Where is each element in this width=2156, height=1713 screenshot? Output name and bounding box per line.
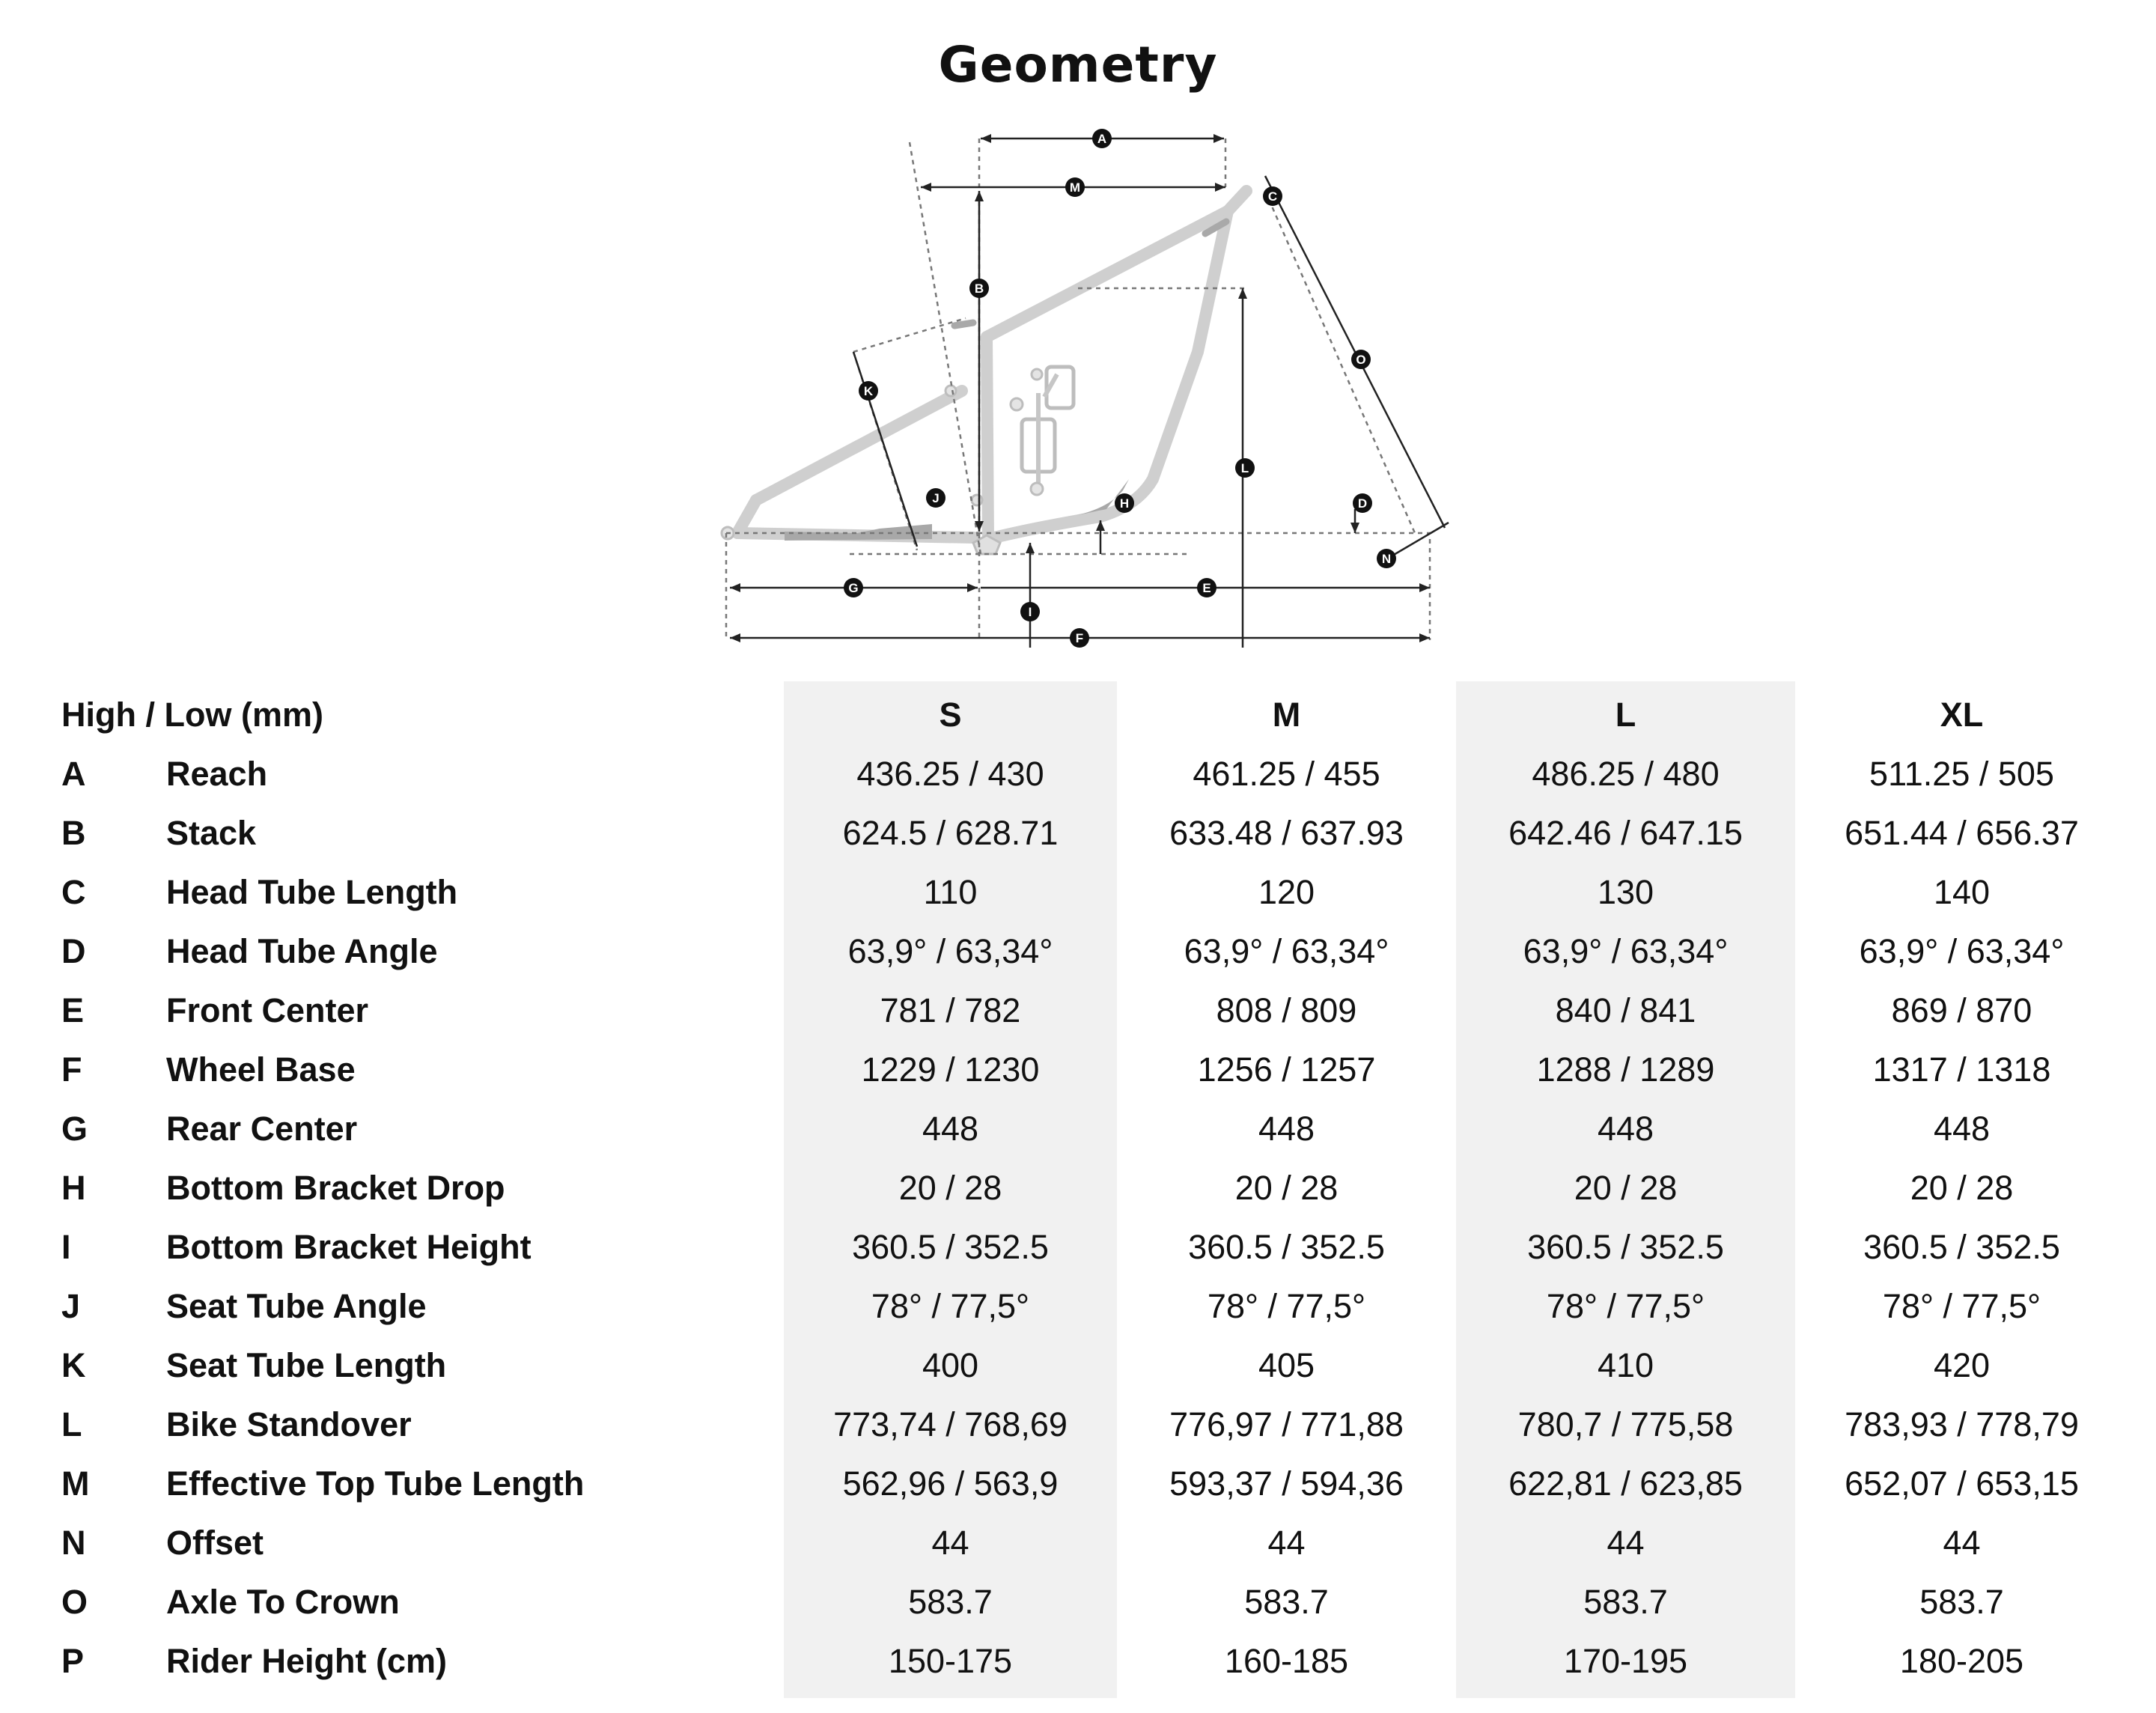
table-cell: 1256 / 1257 — [1197, 1050, 1376, 1089]
table-cell: 360.5 / 352.5 — [852, 1228, 1049, 1266]
row-key: O — [61, 1583, 88, 1621]
table-cell: 63,9° / 63,34° — [1523, 932, 1729, 970]
table-cell: 448 — [1597, 1110, 1654, 1148]
size-header-xl: XL — [1940, 696, 1984, 734]
table-cell: 170-195 — [1563, 1642, 1688, 1680]
row-label: Wheel Base — [166, 1050, 356, 1089]
row-label: Bottom Bracket Drop — [166, 1169, 505, 1207]
table-cell: 20 / 28 — [1234, 1169, 1339, 1207]
table-cell: 448 — [1258, 1110, 1315, 1148]
construction-lines — [726, 139, 1434, 640]
table-cell: 20 / 28 — [1910, 1169, 2014, 1207]
svg-text:K: K — [863, 384, 874, 398]
row-key: C — [61, 873, 86, 911]
table-cell: 773,74 / 768,69 — [833, 1405, 1068, 1443]
row-label: Head Tube Length — [166, 873, 458, 911]
svg-text:F: F — [1075, 631, 1084, 645]
bike-frame — [722, 191, 1246, 554]
table-cell: 20 / 28 — [1574, 1169, 1678, 1207]
svg-text:G: G — [848, 581, 859, 595]
svg-text:N: N — [1381, 552, 1392, 566]
row-label: Bike Standover — [166, 1405, 412, 1443]
table-cell: 633.48 / 637.93 — [1169, 814, 1404, 852]
row-label: Reach — [166, 755, 268, 793]
table-cell: 44 — [931, 1524, 969, 1562]
marker-g — [844, 578, 863, 597]
row-key: I — [61, 1228, 71, 1266]
row-key: J — [61, 1287, 81, 1325]
marker-i — [1020, 602, 1040, 621]
row-label: Rear Center — [166, 1110, 358, 1148]
row-label: Bottom Bracket Height — [166, 1228, 532, 1266]
dimension-lines — [730, 139, 1449, 648]
table-cell: 63,9° / 63,34° — [847, 932, 1053, 970]
row-key: F — [61, 1050, 82, 1089]
table-cell: 840 / 841 — [1555, 991, 1696, 1029]
table-cell: 63,9° / 63,34° — [1184, 932, 1389, 970]
row-key: G — [61, 1110, 88, 1148]
table-cell: 20 / 28 — [898, 1169, 1002, 1207]
table-cell: 160-185 — [1224, 1642, 1349, 1680]
marker-b — [969, 279, 989, 298]
size-header-s: S — [939, 696, 962, 734]
row-label: Rider Height (cm) — [166, 1642, 448, 1680]
table-cell: 624.5 / 628.71 — [842, 814, 1059, 852]
dimension-arrows — [730, 134, 1430, 642]
page-title: Geometry — [938, 36, 1218, 94]
table-cell: 405 — [1258, 1346, 1315, 1384]
table-cell: 78° / 77,5° — [1207, 1287, 1366, 1325]
size-header-l: L — [1615, 696, 1636, 734]
table-header-label: High / Low (mm) — [61, 696, 323, 734]
table-cell: 652,07 / 653,15 — [1845, 1464, 2079, 1503]
table-cell: 511.25 / 505 — [1869, 755, 2054, 793]
marker-h — [1115, 493, 1134, 513]
svg-text:I: I — [1028, 605, 1032, 619]
row-label: Axle To Crown — [166, 1583, 400, 1621]
row-label: Seat Tube Length — [166, 1346, 447, 1384]
svg-text:L: L — [1240, 461, 1249, 475]
table-cell: 583.7 — [908, 1583, 993, 1621]
dimension-markers — [844, 129, 1396, 648]
table-cell: 593,37 / 594,36 — [1169, 1464, 1404, 1503]
marker-o — [1351, 350, 1371, 369]
svg-text:D: D — [1357, 496, 1368, 511]
row-key: N — [61, 1524, 86, 1562]
table-cell: 44 — [1267, 1524, 1306, 1562]
table-cell: 410 — [1597, 1346, 1654, 1384]
table-cell: 78° / 77,5° — [1546, 1287, 1705, 1325]
marker-d — [1353, 493, 1372, 513]
marker-n — [1377, 549, 1396, 568]
table-cell: 562,96 / 563,9 — [842, 1464, 1059, 1503]
svg-text:C: C — [1267, 189, 1278, 204]
marker-m — [1065, 177, 1085, 197]
table-cell: 776,97 / 771,88 — [1169, 1405, 1404, 1443]
table-cell: 583.7 — [1583, 1583, 1668, 1621]
table-cell: 1288 / 1289 — [1536, 1050, 1715, 1089]
table-cell: 869 / 870 — [1891, 991, 2032, 1029]
svg-text:M: M — [1069, 180, 1081, 195]
table-cell: 180-205 — [1899, 1642, 2024, 1680]
row-label: Offset — [166, 1524, 264, 1562]
svg-text:H: H — [1119, 496, 1130, 511]
table-cell: 360.5 / 352.5 — [1527, 1228, 1724, 1266]
table-cell: 448 — [1933, 1110, 1991, 1148]
bike-geometry-diagram — [0, 0, 2156, 674]
table-cell: 400 — [922, 1346, 979, 1384]
row-label: Stack — [166, 814, 257, 852]
marker-l — [1235, 458, 1255, 478]
marker-c — [1263, 186, 1282, 206]
row-label: Effective Top Tube Length — [166, 1464, 585, 1503]
table-cell: 781 / 782 — [880, 991, 1021, 1029]
table-cell: 150-175 — [888, 1642, 1013, 1680]
table-cell: 583.7 — [1919, 1583, 2004, 1621]
row-label: Head Tube Angle — [166, 932, 438, 970]
table-cell: 360.5 / 352.5 — [1188, 1228, 1385, 1266]
table-cell: 448 — [922, 1110, 979, 1148]
row-label: Front Center — [166, 991, 368, 1029]
table-cell: 78° / 77,5° — [1882, 1287, 2041, 1325]
table-cell: 808 / 809 — [1216, 991, 1357, 1029]
svg-text:J: J — [932, 491, 940, 505]
svg-text:B: B — [974, 282, 984, 296]
table-cell: 583.7 — [1244, 1583, 1329, 1621]
table-cell: 1317 / 1318 — [1872, 1050, 2051, 1089]
table-cell: 436.25 / 430 — [856, 755, 1044, 793]
table-cell: 110 — [923, 873, 978, 911]
svg-text:A: A — [1097, 132, 1107, 146]
table-cell: 642.46 / 647.15 — [1508, 814, 1743, 852]
table-cell: 622,81 / 623,85 — [1508, 1464, 1743, 1503]
row-key: A — [61, 755, 86, 793]
table-cell: 783,93 / 778,79 — [1845, 1405, 2079, 1443]
size-header-m: M — [1272, 696, 1301, 734]
marker-a — [1092, 129, 1112, 148]
row-key: E — [61, 991, 85, 1029]
table-cell: 120 — [1258, 873, 1315, 911]
svg-text:O: O — [1356, 353, 1366, 367]
row-key: M — [61, 1464, 90, 1503]
marker-j — [926, 488, 945, 508]
row-label: Seat Tube Angle — [166, 1287, 427, 1325]
table-cell: 420 — [1933, 1346, 1991, 1384]
table-cell: 78° / 77,5° — [871, 1287, 1030, 1325]
row-key: H — [61, 1169, 86, 1207]
table-cell: 1229 / 1230 — [861, 1050, 1040, 1089]
row-key: B — [61, 814, 86, 852]
table-cell: 130 — [1597, 873, 1654, 911]
table-cell: 651.44 / 656.37 — [1845, 814, 2079, 852]
row-key: L — [61, 1405, 82, 1443]
table-cell: 486.25 / 480 — [1532, 755, 1720, 793]
svg-text:E: E — [1202, 581, 1211, 595]
marker-f — [1070, 628, 1089, 648]
table-cell: 461.25 / 455 — [1193, 755, 1380, 793]
table-cell: 63,9° / 63,34° — [1859, 932, 2065, 970]
table-cell: 44 — [1943, 1524, 1981, 1562]
table-cell: 360.5 / 352.5 — [1863, 1228, 2060, 1266]
table-cell: 140 — [1933, 873, 1991, 911]
table-cell: 44 — [1607, 1524, 1645, 1562]
row-key: K — [61, 1346, 86, 1384]
table-cell: 780,7 / 775,58 — [1517, 1405, 1734, 1443]
row-key: P — [61, 1642, 85, 1680]
marker-e — [1197, 578, 1216, 597]
marker-k — [859, 381, 878, 401]
row-key: D — [61, 932, 86, 970]
